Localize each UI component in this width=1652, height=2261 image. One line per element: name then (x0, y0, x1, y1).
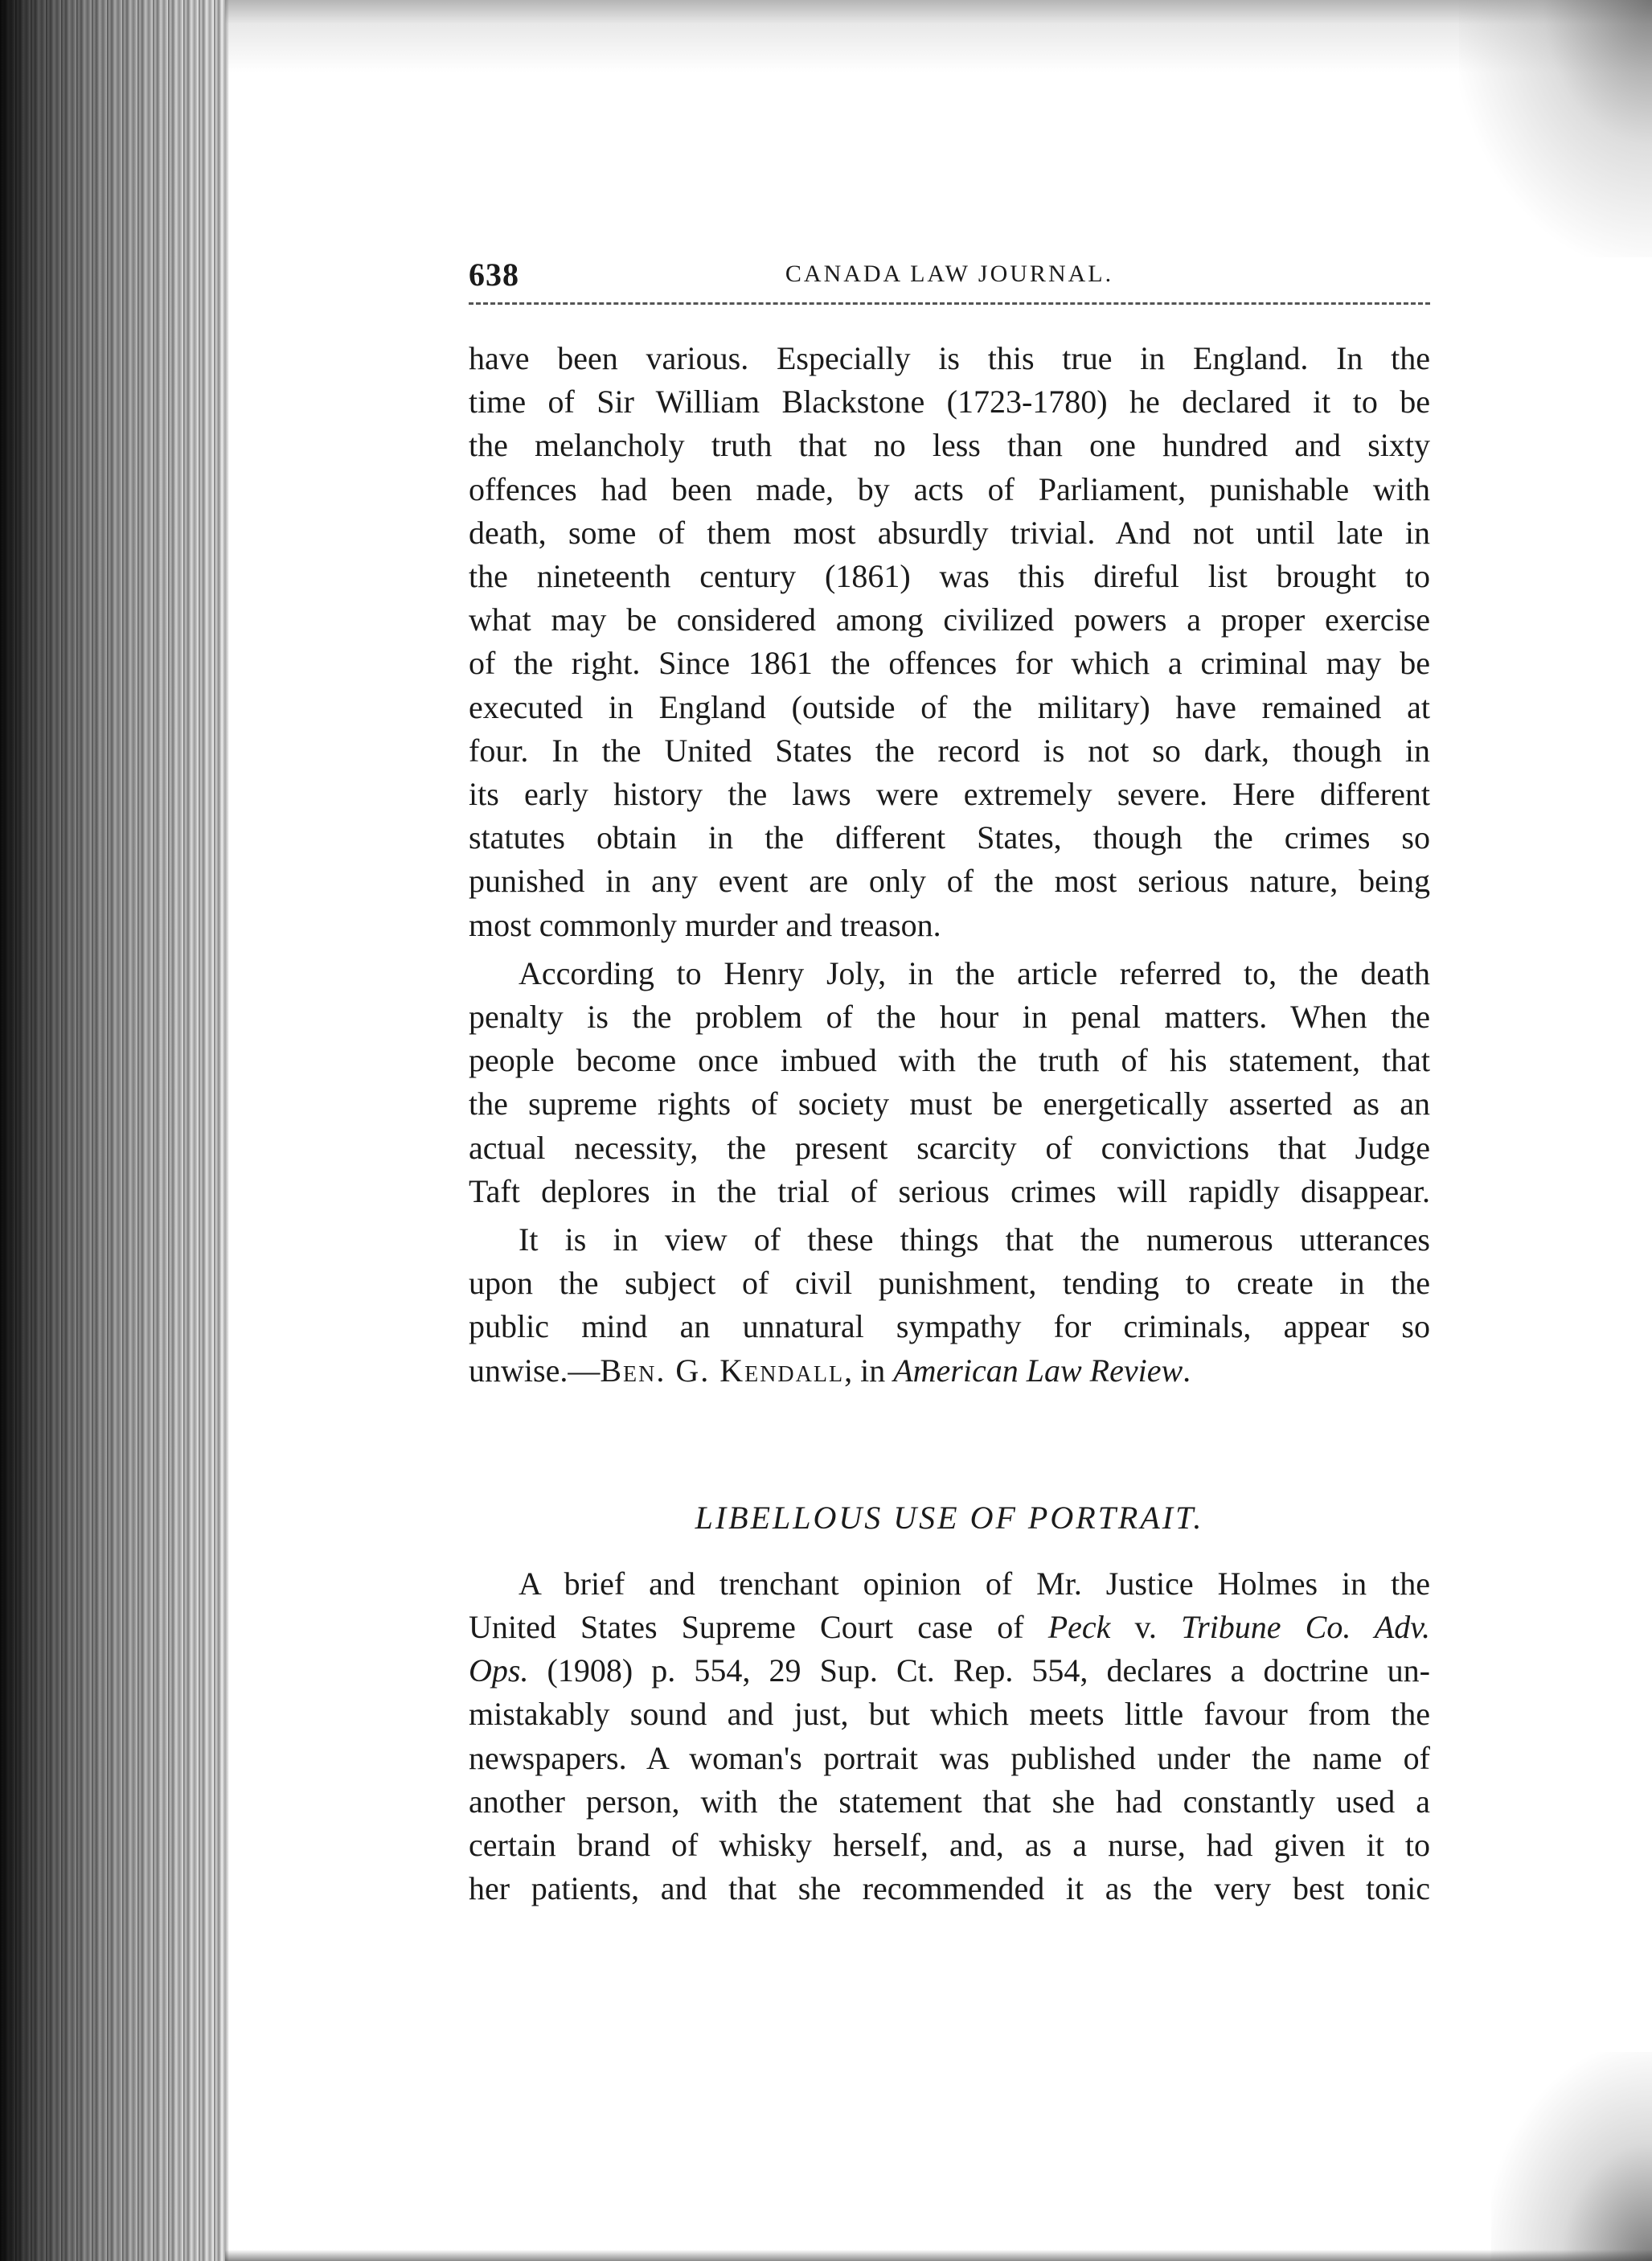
text-line: upon the subject of civil punishment, tending to create in the (469, 1265, 1430, 1302)
binding-shadow (0, 0, 229, 2261)
text-line: of the right. Since 1861 the offences for which a criminal may be (469, 645, 1430, 682)
text-segment: (1908) p. 554, 29 Sup. Ct. Rep. 554, declares a doctrine un- (528, 1652, 1430, 1689)
text-line: actual necessity, the present scarcity of convictions that Judge (469, 1129, 1430, 1166)
scan-corner-top-right (1459, 0, 1652, 257)
text-line: offences had been made, by acts of Parliament, punishable with (469, 470, 1430, 507)
case-name: Peck (1047, 1609, 1111, 1646)
text-line: mistakably sound and just, but which meets little favour from the (469, 1696, 1430, 1733)
text-line: its early history the laws were extremely severe. Here different (469, 776, 1430, 813)
author-signature: Ben. G. Kendall (600, 1352, 845, 1389)
text-line: have been various. Especially is this true in England. In the (469, 340, 1430, 376)
text-line: death, some of them most absurdly trivial. And not until late in (469, 514, 1430, 551)
citation-line (469, 1649, 1430, 1693)
text-segment: , in (844, 1352, 894, 1389)
running-title: CANADA LAW JOURNAL. (785, 261, 1114, 287)
text-line: the melancholy truth that no less than one hundred and sixty (469, 427, 1430, 464)
text-line: penalty is the problem of the hour in penal matters. When the (469, 999, 1430, 1036)
text-line: statutes obtain in the different States, though the crimes so (469, 819, 1430, 856)
text-line: certain brand of whisky herself, and, as a nurse, had given it to (469, 1827, 1430, 1864)
text-line: the nineteenth century (1861) was this direful list brought to (469, 558, 1430, 595)
paragraph-3 (469, 1218, 1430, 1393)
journal-page (469, 256, 1430, 1911)
section-title: LIBELLOUS USE OF PORTRAIT. (695, 1499, 1204, 1536)
page-header (469, 256, 1430, 305)
scan-corner-bottom-right (1491, 2052, 1652, 2261)
text-line: time of Sir William Blackstone (1723-1780) he declared it to be (469, 384, 1430, 421)
text-segment: v. (1110, 1609, 1182, 1646)
text-line: It is in view of these things that the numerous utterances (519, 1221, 1430, 1258)
text-line: Taft deplores in the trial of serious crimes will rapidly disappear. (469, 1172, 1430, 1209)
reporter-abbrev: Ops. (469, 1652, 529, 1689)
text-segment: . (1183, 1352, 1191, 1389)
text-segment: unwise.— (469, 1352, 601, 1389)
section-paragraph (469, 1562, 1430, 1911)
text-line: executed in England (outside of the military) have remained at (469, 688, 1430, 725)
text-line: another person, with the statement that she had constantly used a (469, 1783, 1430, 1820)
signature-line (469, 1349, 1430, 1393)
text-segment: United States Supreme Court case of (469, 1609, 1048, 1646)
text-line: her patients, and that she recommended it as the very best tonic (469, 1870, 1430, 1907)
text-line: public mind an unnatural sympathy for criminals, appear so (469, 1308, 1430, 1345)
scan-top-edge (225, 0, 1652, 72)
text-line: most commonly murder and treason. (469, 906, 941, 943)
case-name: Tribune Co. Adv. (1181, 1609, 1430, 1646)
article-body (469, 337, 1430, 1911)
source-publication: American Law Review (893, 1352, 1183, 1389)
paragraph-1 (469, 337, 1430, 947)
text-line: newspapers. A woman's portrait was published under the name of (469, 1739, 1430, 1776)
text-line: According to Henry Joly, in the article referred to, the death (519, 954, 1430, 991)
text-line: people become once imbued with the truth of his statement, that (469, 1042, 1430, 1079)
text-line: A brief and trenchant opinion of Mr. Justice Holmes in the (519, 1565, 1430, 1602)
text-line: the supreme rights of society must be energetically asserted as an (469, 1085, 1430, 1122)
text-line: four. In the United States the record is not so dark, though in (469, 732, 1430, 769)
case-citation-line (469, 1606, 1430, 1649)
scan-bottom-edge (225, 2250, 1652, 2261)
paragraph-2 (469, 952, 1430, 1213)
text-line: what may be considered among civilized powers a proper exercise (469, 601, 1430, 638)
page-number: 638 (469, 256, 519, 293)
text-line: punished in any event are only of the most serious nature, being (469, 863, 1430, 900)
